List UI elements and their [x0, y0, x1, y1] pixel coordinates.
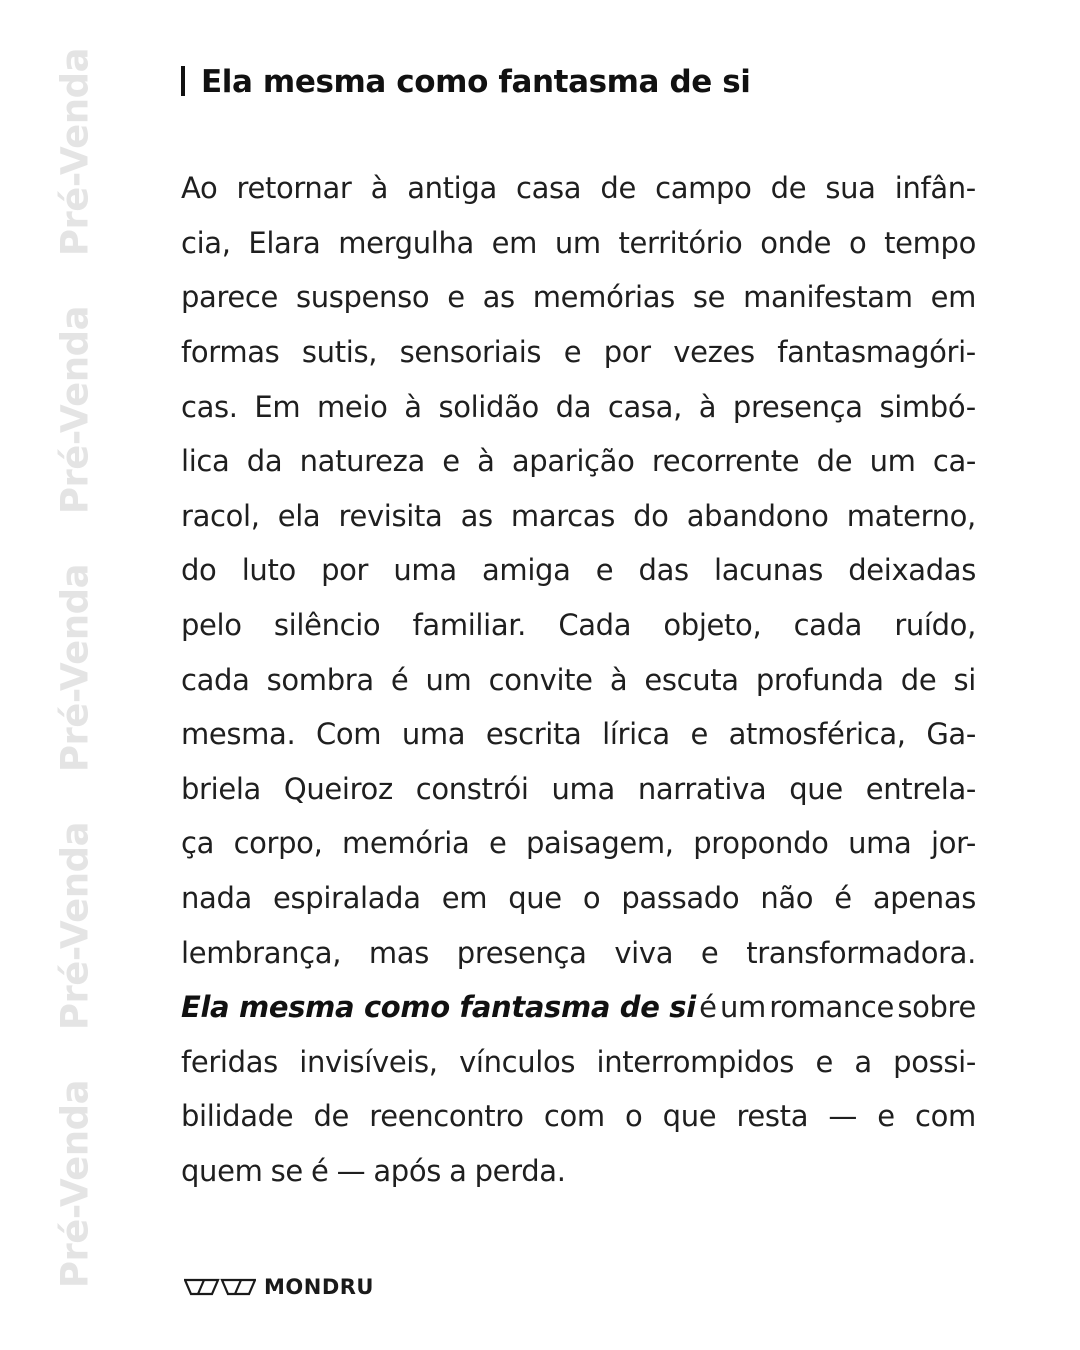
- body-line: [181, 1089, 976, 1144]
- pre-venda-label: Pré-Venda: [53, 305, 97, 515]
- body-word: em: [930, 280, 976, 315]
- publisher-logo: [184, 1272, 374, 1302]
- body-word: à: [477, 444, 495, 479]
- body-word: cas.: [181, 389, 238, 424]
- body-word: a: [449, 1153, 467, 1188]
- body-word: suspenso: [295, 280, 430, 315]
- body-word: e: [563, 335, 582, 370]
- body-word: campo: [655, 171, 752, 206]
- body-word: Ga-: [926, 717, 976, 752]
- body-line: [181, 871, 976, 926]
- body-word: sombra: [266, 662, 374, 697]
- body-word: narrativa: [637, 771, 767, 806]
- body-word: casa,: [607, 389, 682, 424]
- body-word: é: [834, 881, 852, 916]
- body-line: [181, 543, 976, 598]
- body-word: invisíveis,: [299, 1044, 438, 1079]
- body-word: após: [373, 1153, 441, 1188]
- body-word: é: [390, 662, 409, 697]
- body-word: romance: [769, 990, 894, 1025]
- body-line: [181, 1144, 976, 1199]
- body-word: com: [915, 1099, 976, 1134]
- body-word: escuta: [644, 662, 739, 697]
- body-word: familiar.: [412, 608, 527, 643]
- body-word: de: [900, 662, 937, 697]
- body-word: feridas: [181, 1044, 278, 1079]
- body-word: da: [555, 389, 592, 424]
- body-word: território: [618, 225, 743, 260]
- body-word: ca-: [932, 444, 976, 479]
- body-word: lacunas: [714, 553, 823, 588]
- body-word: abandono: [686, 498, 829, 533]
- body-word: cada: [181, 662, 250, 697]
- side-label-column: [30, 0, 120, 1350]
- body-word: que: [662, 1099, 717, 1134]
- body-word: bilidade: [181, 1099, 294, 1134]
- body-word: da: [246, 444, 283, 479]
- body-word: si: [953, 662, 976, 697]
- body-word: sensoriais: [399, 335, 542, 370]
- body-word: infân-: [894, 171, 976, 206]
- body-word: pelo: [181, 608, 242, 643]
- body-word: —: [336, 1153, 366, 1188]
- body-word: de: [600, 171, 636, 206]
- body-line: [181, 1035, 976, 1090]
- body-word: antiga: [407, 171, 497, 206]
- logo-wordmark: MONDRU: [264, 1275, 374, 1299]
- body-word: nada: [181, 881, 252, 916]
- body-word: do: [633, 498, 669, 533]
- body-word: um: [869, 444, 916, 479]
- body-word: lembrança,: [181, 935, 342, 970]
- body-word: mergulha: [338, 225, 474, 260]
- body-line: [181, 652, 976, 707]
- body-word: das: [638, 553, 689, 588]
- body-word: formas: [181, 335, 280, 370]
- body-word: o: [848, 225, 867, 260]
- body-line: [181, 270, 976, 325]
- body-line: [181, 925, 976, 980]
- body-word: paisagem,: [525, 826, 674, 861]
- body-word: —: [828, 1099, 858, 1134]
- body-word: presença: [456, 935, 587, 970]
- body-word: viva: [614, 935, 674, 970]
- body-word: de: [816, 444, 853, 479]
- body-line: [181, 598, 976, 653]
- body-word: interrompidos: [596, 1044, 795, 1079]
- body-word: revisita: [338, 498, 443, 533]
- body-line: [181, 707, 976, 762]
- body-word: silêncio: [273, 608, 381, 643]
- book-title-emphasis: Ela mesma como fantasma de si: [181, 990, 696, 1025]
- body-line: [181, 980, 976, 1035]
- body-word: amiga: [482, 553, 571, 588]
- body-word: jor-: [931, 826, 976, 861]
- body-word: memórias: [532, 280, 675, 315]
- body-word: profunda: [755, 662, 884, 697]
- body-word: e: [700, 935, 719, 970]
- body-word: uma: [393, 553, 457, 588]
- body-word: vezes: [673, 335, 755, 370]
- body-word: recorrente: [651, 444, 800, 479]
- pre-venda-label: Pré-Venda: [53, 563, 97, 773]
- body-word: briela: [181, 771, 261, 806]
- body-word: vínculos: [459, 1044, 576, 1079]
- body-word: cada: [793, 608, 863, 643]
- body-word: Ao: [181, 171, 218, 206]
- body-word: propondo: [693, 826, 829, 861]
- body-word: à: [698, 389, 717, 424]
- body-word: não: [760, 881, 814, 916]
- body-word: à: [609, 662, 628, 697]
- body-word: natureza: [299, 444, 425, 479]
- body-word: e: [442, 444, 460, 479]
- body-word: se: [692, 280, 726, 315]
- body-word: escrita: [485, 717, 582, 752]
- body-word: solidão: [438, 389, 539, 424]
- body-line: [181, 161, 976, 216]
- body-word: apenas: [872, 881, 976, 916]
- body-word: entrela-: [865, 771, 976, 806]
- body-word: é: [310, 1153, 329, 1188]
- body-word: um: [425, 662, 472, 697]
- body-word: e: [690, 717, 708, 752]
- body-word: corpo,: [233, 826, 323, 861]
- body-word: e: [488, 826, 507, 861]
- body-word: ruído,: [894, 608, 976, 643]
- body-word: onde: [760, 225, 832, 260]
- page-title: [181, 64, 751, 100]
- body-word: parece: [181, 280, 278, 315]
- body-word: fantasmagóri-: [777, 335, 976, 370]
- body-word: as: [460, 498, 493, 533]
- body-word: Elara: [248, 225, 321, 260]
- body-word: transformadora.: [746, 935, 976, 970]
- body-word: quem: [181, 1153, 263, 1188]
- body-word: lírica: [602, 717, 670, 752]
- body-word: objeto,: [663, 608, 762, 643]
- body-word: simbó-: [879, 389, 976, 424]
- body-word: um: [554, 225, 601, 260]
- body-word: em: [491, 225, 538, 260]
- body-line: [181, 379, 976, 434]
- body-word: à: [370, 171, 389, 206]
- body-word: se: [270, 1153, 303, 1188]
- body-line: [181, 489, 976, 544]
- body-word: cia,: [181, 225, 231, 260]
- body-word: e: [815, 1044, 833, 1079]
- page-title-text: Ela mesma como fantasma de si: [201, 64, 751, 100]
- body-word: de: [313, 1099, 350, 1134]
- body-line: [181, 216, 976, 271]
- mondru-logo-icon: [184, 1278, 256, 1296]
- body-word: luto: [241, 553, 296, 588]
- body-word: meio: [317, 389, 388, 424]
- body-word: manifestam: [743, 280, 913, 315]
- body-word: casa: [516, 171, 582, 206]
- body-word: retornar: [236, 171, 352, 206]
- body-word: deixadas: [848, 553, 976, 588]
- body-line: [181, 762, 976, 817]
- body-word: passado: [621, 881, 740, 916]
- body-word: Queiroz: [283, 771, 393, 806]
- body-word: resta: [736, 1099, 809, 1134]
- body-word: presença: [732, 389, 863, 424]
- body-word: mas: [368, 935, 429, 970]
- body-word: é: [699, 990, 717, 1025]
- body-word: sobre: [897, 990, 976, 1025]
- body-line: [181, 816, 976, 871]
- body-word: espiralada: [273, 881, 421, 916]
- body-word: reencontro: [369, 1099, 524, 1134]
- body-line: [181, 325, 976, 380]
- body-word: um: [719, 990, 766, 1025]
- body-word: e: [595, 553, 614, 588]
- body-word: Cada: [558, 608, 632, 643]
- body-word: lica: [181, 444, 230, 479]
- body-word: que: [789, 771, 843, 806]
- body-word: por: [321, 553, 369, 588]
- body-word: uma: [401, 717, 466, 752]
- body-word: à: [404, 389, 422, 424]
- body-word: uma: [551, 771, 615, 806]
- body-word: sutis,: [301, 335, 378, 370]
- body-word: em: [441, 881, 488, 916]
- body-word: marcas: [510, 498, 615, 533]
- body-word: e: [877, 1099, 895, 1134]
- body-word: aparição: [511, 444, 635, 479]
- body-word: ela: [277, 498, 321, 533]
- synopsis-body: [181, 161, 976, 1198]
- body-word: com: [543, 1099, 605, 1134]
- body-word: que: [508, 881, 562, 916]
- body-word: por: [603, 335, 651, 370]
- body-word: Com: [316, 717, 382, 752]
- body-word: racol,: [181, 498, 260, 533]
- body-word: constrói: [415, 771, 529, 806]
- pre-venda-label: Pré-Venda: [53, 821, 97, 1031]
- body-word: materno,: [846, 498, 976, 533]
- body-word: do: [181, 553, 217, 588]
- body-word: e: [447, 280, 465, 315]
- body-word: ça: [181, 826, 215, 861]
- body-word: uma: [848, 826, 912, 861]
- body-word: o: [582, 881, 601, 916]
- body-word: Em: [254, 389, 301, 424]
- pre-venda-label: Pré-Venda: [53, 1079, 97, 1289]
- body-line: [181, 434, 976, 489]
- body-word: atmosférica,: [728, 717, 906, 752]
- body-word: convite: [488, 662, 593, 697]
- body-word: possi-: [893, 1044, 976, 1079]
- body-word: o: [625, 1099, 643, 1134]
- body-word: sua: [825, 171, 876, 206]
- body-word: as: [482, 280, 515, 315]
- body-word: tempo: [884, 225, 976, 260]
- body-word: a: [854, 1044, 872, 1079]
- pre-venda-label: Pré-Venda: [53, 47, 97, 257]
- body-word: memória: [342, 826, 470, 861]
- body-word: mesma.: [181, 717, 296, 752]
- title-bar-divider: [181, 66, 185, 96]
- body-word: de: [770, 171, 807, 206]
- body-word: perda.: [474, 1153, 566, 1188]
